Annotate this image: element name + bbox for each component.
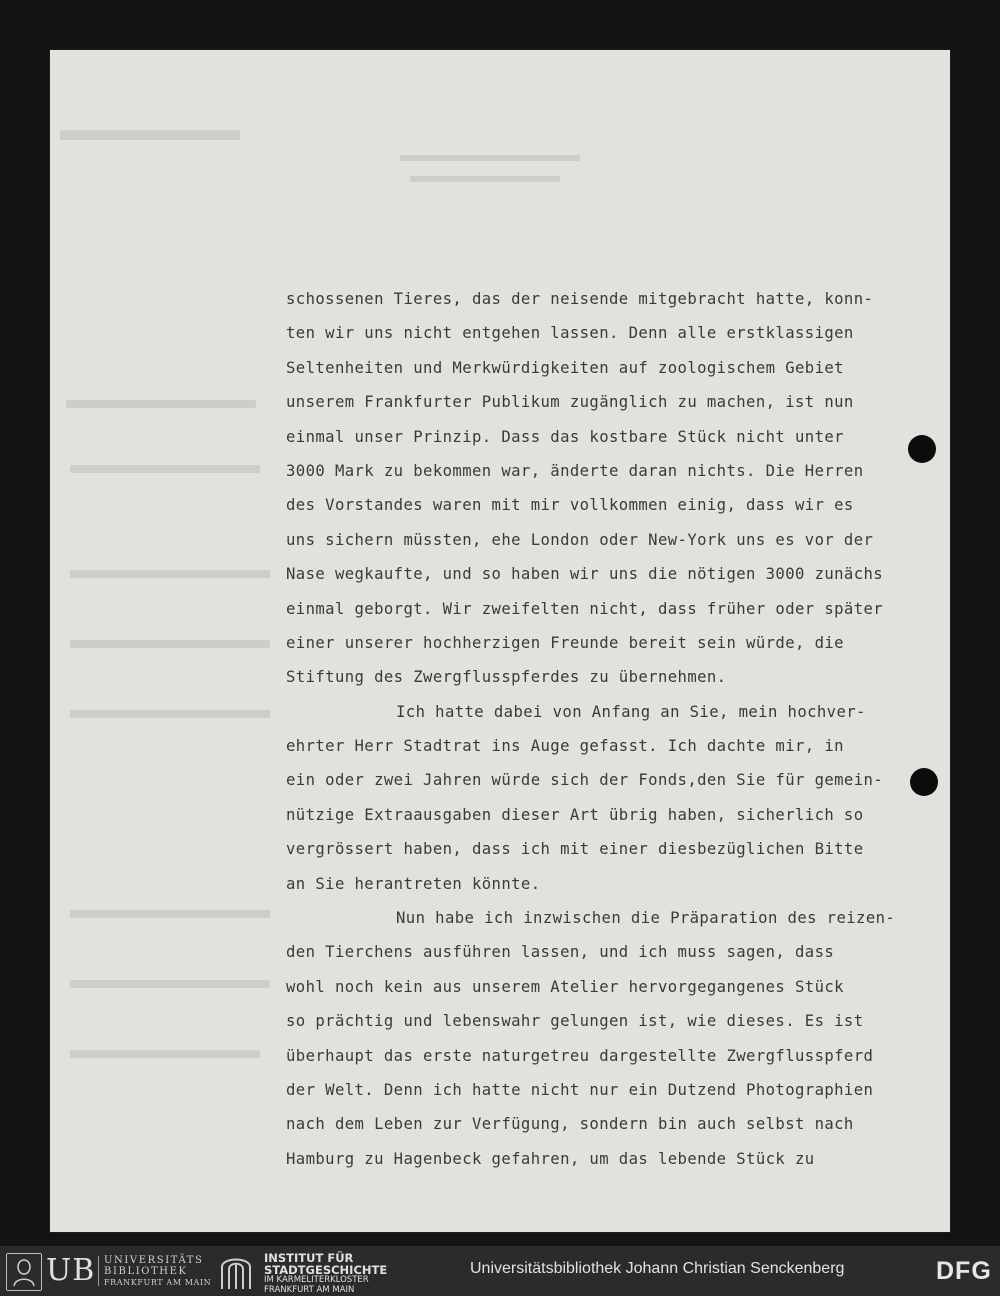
show-through-text (70, 570, 270, 578)
isg-line-2: STADTGESCHICHTE (264, 1262, 388, 1277)
text-line: an Sie herantreten könnte. (286, 874, 541, 893)
text-line: Hamburg zu Hagenbeck gefahren, um das lebende Stück zu (286, 1149, 815, 1168)
text-line: uns sichern müssten, ehe London oder New-York uns es vor der (286, 530, 874, 549)
text-line: wohl noch kein aus unserem Atelier hervorgegangenes Stück (286, 977, 844, 996)
text-line: ten wir uns nicht entgehen lassen. Denn alle erstklassigen (286, 324, 854, 343)
show-through-text (410, 176, 560, 182)
paragraph-start-line: Ich hatte dabei von Anfang an Sie, mein hochver- (396, 702, 866, 721)
show-through-text (70, 910, 270, 918)
isg-line-4: FRANKFURT AM MAIN (264, 1284, 355, 1295)
institution-name: Universitätsbibliothek Johann Christian Senckenberg (470, 1260, 845, 1277)
dfg-logo: DFG (936, 1257, 992, 1285)
show-through-text (400, 155, 580, 161)
ub-line-1: UNIVERSITÄTS (104, 1255, 204, 1266)
text-line: 3000 Mark zu bekommen war, änderte daran nichts. Die Herren (286, 461, 864, 480)
text-line: Nase wegkaufte, und so haben wir uns die nötigen 3000 zunächs (286, 565, 884, 584)
text-line: ein oder zwei Jahren würde sich der Fonds,den Sie für gemein- (286, 771, 884, 790)
show-through-text (70, 465, 260, 473)
text-line: so prächtig und lebenswahr gelungen ist, wie dieses. Es ist (286, 1012, 864, 1031)
show-through-text (70, 710, 270, 718)
isg-line-1: INSTITUT FÜR (264, 1251, 354, 1265)
text-line: nützige Extraausgaben dieser Art übrig haben, sicherlich so (286, 805, 864, 824)
ub-logo-letters: UB (46, 1253, 96, 1288)
text-line: einmal unser Prinzip. Dass das kostbare Stück nicht unter (286, 427, 844, 446)
show-through-text (70, 980, 270, 988)
text-line: der Welt. Denn ich hatte nicht nur ein Dutzend Photographien (286, 1080, 874, 1099)
portrait-icon (11, 1257, 37, 1287)
show-through-text (60, 130, 240, 140)
isg-logo-text (264, 1253, 387, 1295)
text-line: Stiftung des Zwergflusspferdes zu übernehmen. (286, 668, 727, 687)
ub-logo-text (104, 1255, 211, 1288)
text-line: einer unserer hochherzigen Freunde bereit sein würde, die (286, 633, 844, 652)
text-line: ehrter Herr Stadtrat ins Auge gefasst. Ich dachte mir, in (286, 737, 844, 756)
text-line: schossenen Tieres, das der neisende mitgebracht hatte, konn- (286, 290, 874, 308)
paragraph-start-line: Nun habe ich inzwischen die Präparation des reizen- (396, 909, 896, 928)
show-through-text (66, 400, 256, 408)
show-through-text (70, 1050, 260, 1058)
text-line: vergrössert haben, dass ich mit einer diesbezüglichen Bitte (286, 840, 864, 859)
text-line: unserem Frankfurter Publikum zugänglich zu machen, ist nun (286, 393, 854, 412)
show-through-text (70, 640, 270, 648)
ub-line-3: FRANKFURT AM MAIN (104, 1278, 212, 1287)
text-line: den Tierchens ausführen lassen, und ich muss sagen, dass (286, 943, 835, 962)
text-line: Seltenheiten und Merkwürdigkeiten auf zoologischem Gebiet (286, 358, 844, 377)
letter-body (286, 282, 956, 1176)
ub-seal-logo (6, 1253, 42, 1291)
footer-bar (0, 1246, 1000, 1296)
logo-divider (98, 1256, 99, 1286)
isg-arch-icon (216, 1251, 256, 1291)
isg-line-3: IM KARMELITERKLOSTER (264, 1275, 369, 1285)
ub-line-2: BIBLIOTHEK (104, 1266, 188, 1277)
text-line: überhaupt das erste naturgetreu dargestellte Zwergflusspferd (286, 1046, 874, 1065)
text-line: nach dem Leben zur Verfügung, sondern bin auch selbst nach (286, 1115, 854, 1134)
text-line: einmal geborgt. Wir zweifelten nicht, dass früher oder später (286, 599, 884, 618)
text-line: des Vorstandes waren mit mir vollkommen einig, dass wir es (286, 496, 854, 515)
